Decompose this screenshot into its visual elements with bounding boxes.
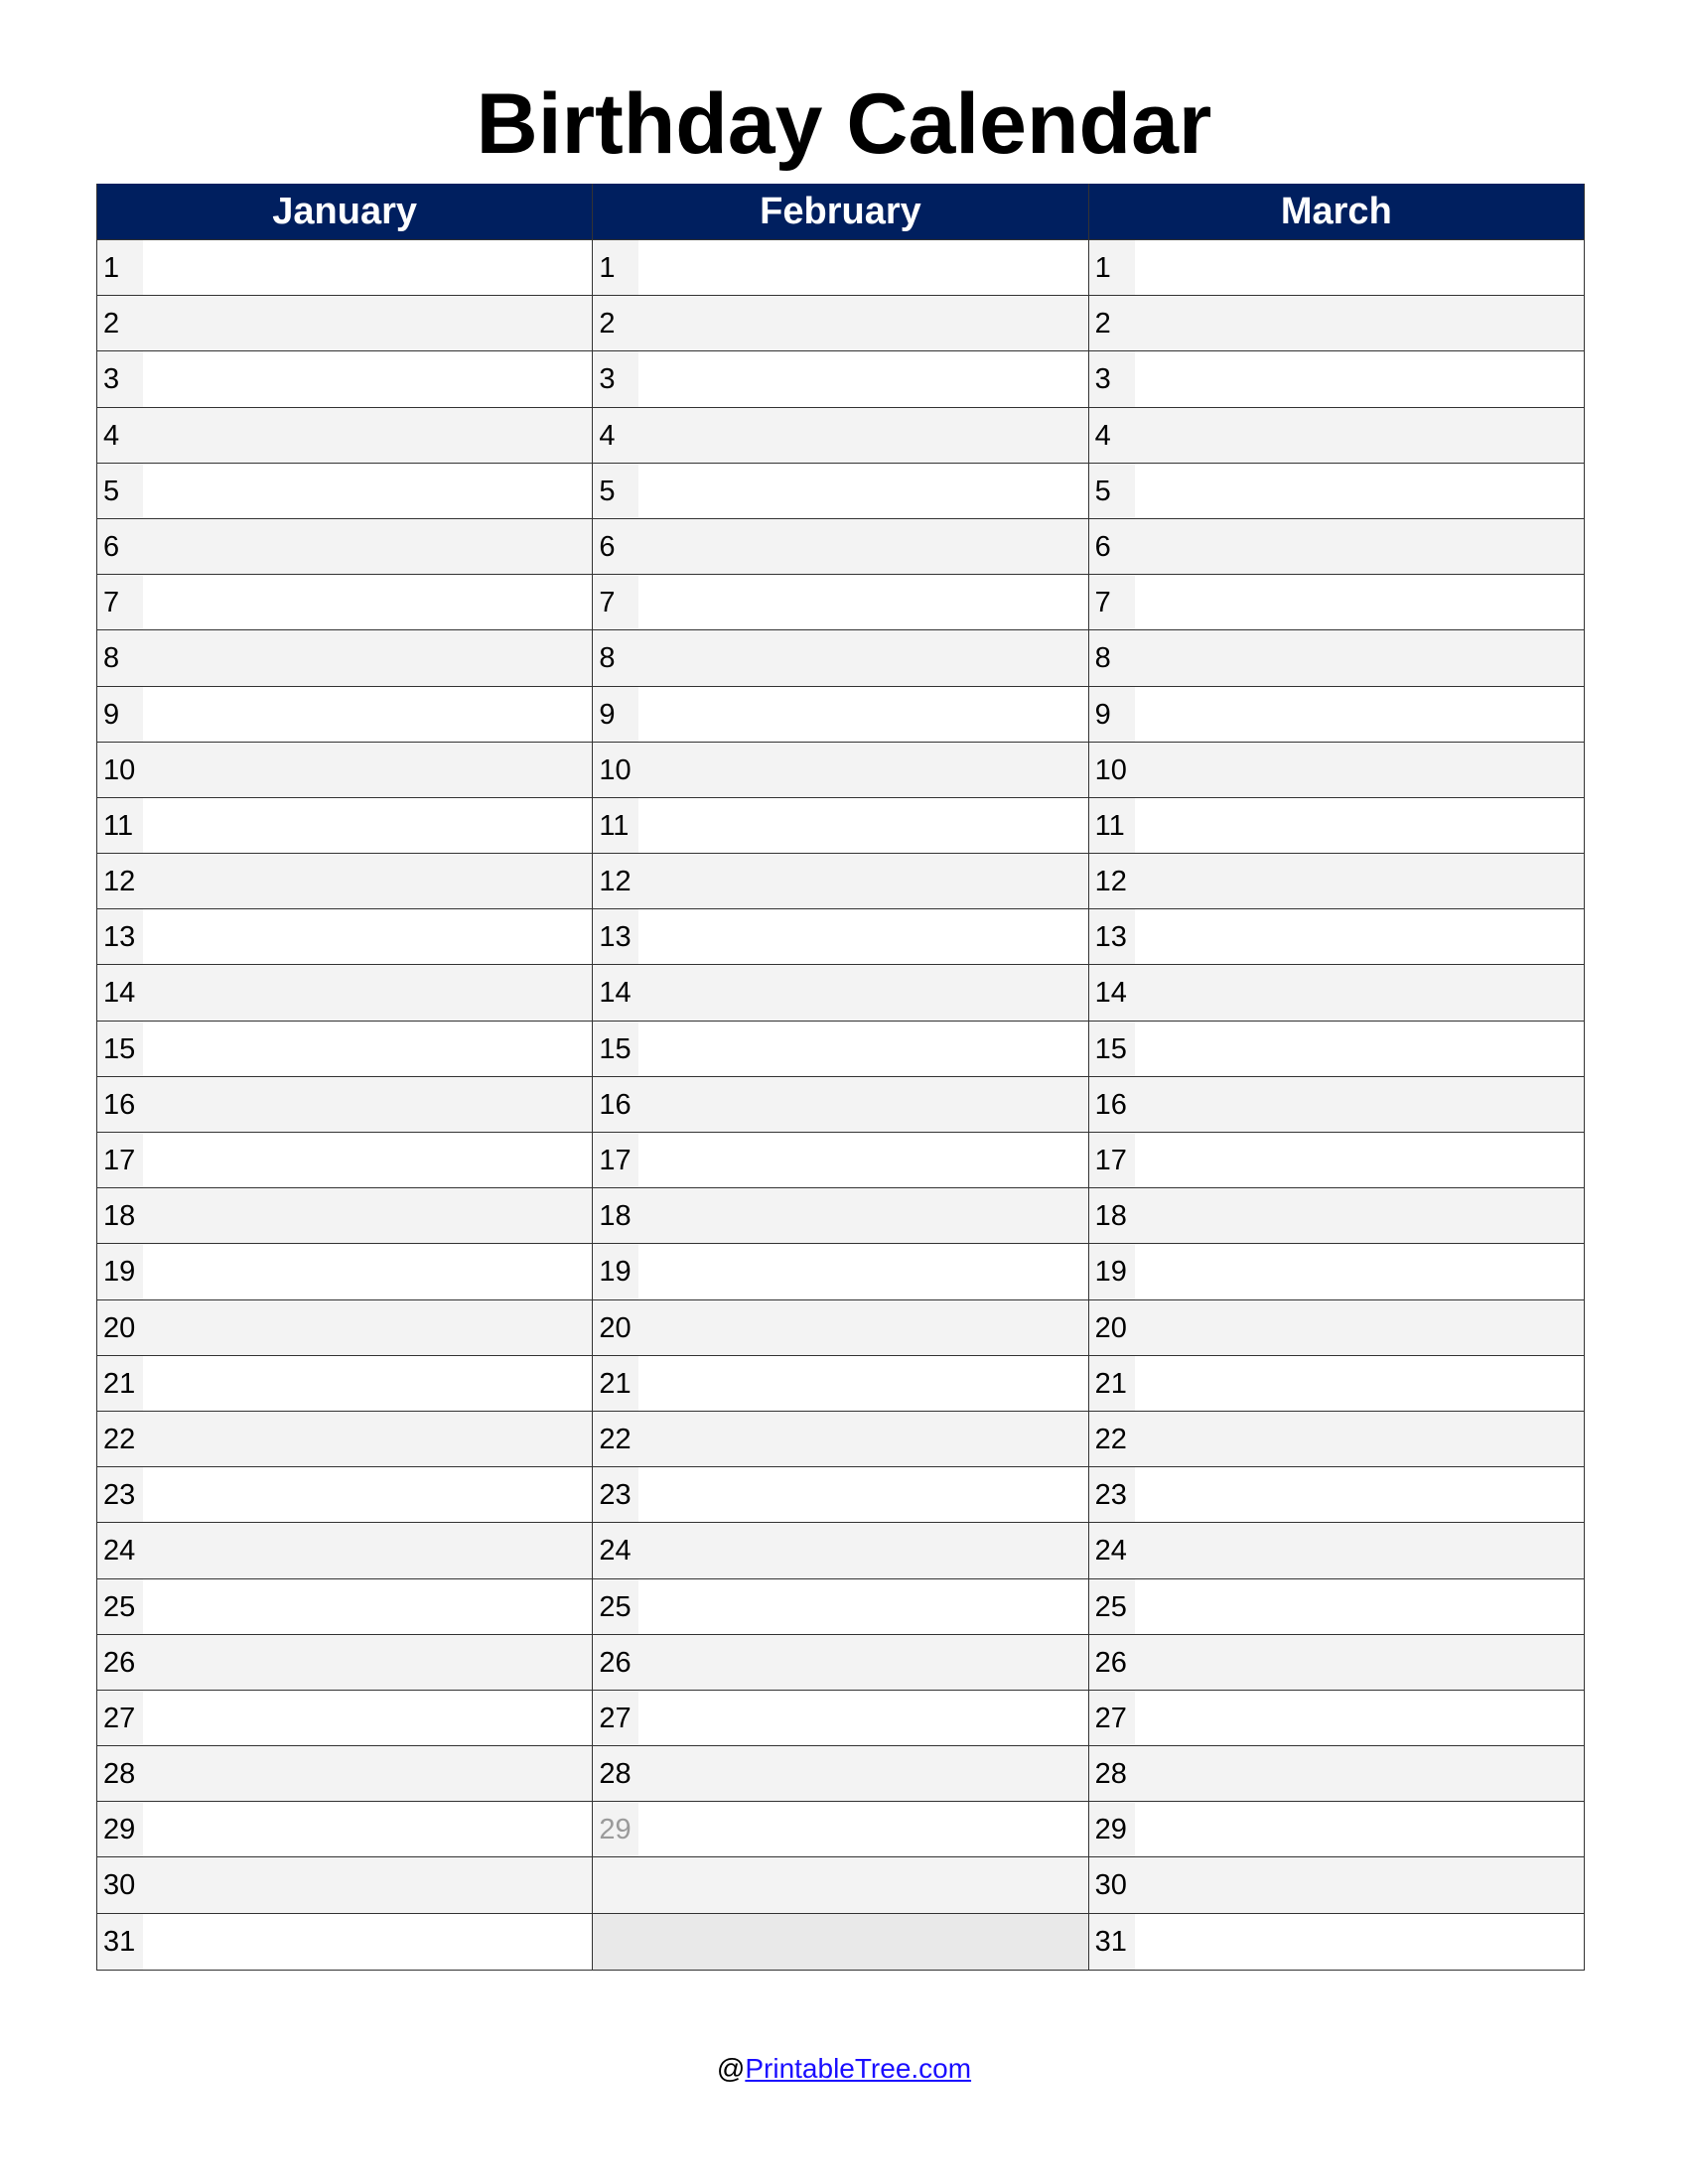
day-number: 27 — [97, 1691, 143, 1745]
birthday-entry-cell[interactable] — [1135, 1356, 1584, 1411]
birthday-entry-cell[interactable] — [1135, 1467, 1584, 1522]
birthday-entry-cell[interactable] — [143, 687, 592, 742]
birthday-entry-cell[interactable] — [1135, 1857, 1584, 1912]
day-number: 9 — [1089, 687, 1135, 742]
birthday-entry-cell[interactable] — [143, 1914, 592, 1970]
birthday-entry-cell[interactable] — [1135, 575, 1584, 629]
day-row — [1089, 1857, 1584, 1913]
day-row — [97, 296, 592, 351]
birthday-entry-cell[interactable] — [143, 519, 592, 574]
birthday-entry-cell[interactable] — [638, 1356, 1087, 1411]
birthday-entry-cell[interactable] — [143, 1635, 592, 1690]
day-number: 13 — [1089, 909, 1135, 964]
day-row — [1089, 1914, 1584, 1970]
day-number: 5 — [593, 464, 638, 518]
birthday-entry-cell[interactable] — [638, 1746, 1087, 1801]
day-row — [1089, 1746, 1584, 1802]
birthday-entry-cell[interactable] — [143, 743, 592, 797]
day-row — [1089, 909, 1584, 965]
day-number: 28 — [1089, 1746, 1135, 1801]
day-row — [97, 1802, 592, 1857]
day-row — [1089, 743, 1584, 798]
birthday-entry-cell[interactable] — [143, 1412, 592, 1466]
day-row — [1089, 798, 1584, 854]
day-number: 27 — [1089, 1691, 1135, 1745]
day-number: 13 — [97, 909, 143, 964]
day-number: 15 — [1089, 1022, 1135, 1076]
birthday-entry-cell[interactable] — [1135, 408, 1584, 463]
day-row — [97, 1133, 592, 1188]
birthday-entry-cell[interactable] — [143, 1691, 592, 1745]
day-row — [593, 464, 1087, 519]
birthday-entry-cell[interactable] — [143, 1022, 592, 1076]
birthday-entry-cell[interactable] — [143, 1188, 592, 1243]
birthday-entry-cell[interactable] — [1135, 798, 1584, 853]
birthday-entry-cell[interactable] — [1135, 1300, 1584, 1355]
birthday-entry-cell[interactable] — [143, 1857, 592, 1912]
day-number: 7 — [593, 575, 638, 629]
birthday-entry-cell[interactable] — [638, 464, 1087, 518]
day-number: 16 — [593, 1077, 638, 1132]
day-number: 30 — [97, 1857, 143, 1912]
day-row — [593, 351, 1087, 407]
day-row — [593, 1244, 1087, 1299]
day-number: 2 — [1089, 296, 1135, 350]
birthday-entry-cell[interactable] — [1135, 296, 1584, 350]
day-number: 23 — [593, 1467, 638, 1522]
day-row — [1089, 1579, 1584, 1635]
day-row — [1089, 519, 1584, 575]
birthday-entry-cell[interactable] — [143, 1746, 592, 1801]
day-row — [593, 1077, 1087, 1133]
day-number: 29 — [1089, 1802, 1135, 1856]
day-number: 7 — [97, 575, 143, 629]
day-number — [593, 1857, 638, 1912]
day-number: 14 — [593, 965, 638, 1020]
day-number: 4 — [97, 408, 143, 463]
day-row — [97, 743, 592, 798]
day-row — [97, 1244, 592, 1299]
day-row — [593, 1022, 1087, 1077]
birthday-entry-cell[interactable] — [638, 1412, 1087, 1466]
day-row — [1089, 1188, 1584, 1244]
birthday-entry-cell[interactable] — [638, 1802, 1087, 1856]
day-number: 26 — [97, 1635, 143, 1690]
day-row — [1089, 1802, 1584, 1857]
day-row — [1089, 965, 1584, 1021]
day-row — [593, 1133, 1087, 1188]
birthday-entry-cell[interactable] — [1135, 1802, 1584, 1856]
birthday-entry-cell[interactable] — [638, 408, 1087, 463]
day-number: 18 — [1089, 1188, 1135, 1243]
birthday-entry-cell[interactable] — [638, 687, 1087, 742]
day-row — [97, 464, 592, 519]
birthday-entry-cell[interactable] — [1135, 1244, 1584, 1298]
birthday-entry-cell[interactable] — [638, 1022, 1087, 1076]
day-row — [97, 1914, 592, 1970]
day-number: 7 — [1089, 575, 1135, 629]
birthday-entry-cell[interactable] — [1135, 687, 1584, 742]
birthday-entry-cell[interactable] — [638, 1523, 1087, 1577]
day-number: 18 — [593, 1188, 638, 1243]
day-row — [1089, 1635, 1584, 1691]
day-row — [97, 965, 592, 1021]
day-row — [1089, 1412, 1584, 1467]
day-number: 26 — [593, 1635, 638, 1690]
day-number: 12 — [1089, 854, 1135, 908]
birthday-entry-cell[interactable] — [638, 743, 1087, 797]
birthday-entry-cell[interactable] — [143, 1300, 592, 1355]
day-row — [97, 1022, 592, 1077]
day-row — [593, 240, 1087, 296]
day-row — [97, 575, 592, 630]
day-row — [97, 519, 592, 575]
month-column-february — [592, 184, 1087, 1970]
day-number: 17 — [97, 1133, 143, 1187]
day-number: 5 — [1089, 464, 1135, 518]
day-number: 9 — [97, 687, 143, 742]
day-row — [593, 1188, 1087, 1244]
birthday-entry-cell[interactable] — [143, 1579, 592, 1634]
birthday-entry-cell[interactable] — [1135, 1022, 1584, 1076]
birthday-entry-cell[interactable] — [143, 1523, 592, 1577]
day-number: 23 — [1089, 1467, 1135, 1522]
birthday-entry-cell[interactable] — [143, 965, 592, 1020]
day-number: 20 — [1089, 1300, 1135, 1355]
day-row — [593, 519, 1087, 575]
month-header: March — [1089, 184, 1584, 240]
day-number: 8 — [1089, 630, 1135, 685]
birthday-entry-cell[interactable] — [638, 1077, 1087, 1132]
day-row — [593, 1857, 1087, 1913]
day-number: 6 — [97, 519, 143, 574]
day-row — [593, 965, 1087, 1021]
birthday-entry-cell[interactable] — [143, 1077, 592, 1132]
birthday-entry-cell[interactable] — [1135, 351, 1584, 406]
day-number: 24 — [97, 1523, 143, 1577]
birthday-entry-cell[interactable] — [638, 1857, 1087, 1912]
day-number: 3 — [593, 351, 638, 406]
day-row — [97, 1356, 592, 1412]
day-number: 18 — [97, 1188, 143, 1243]
day-number: 1 — [1089, 240, 1135, 295]
day-row — [593, 854, 1087, 909]
day-row — [97, 630, 592, 686]
day-number: 13 — [593, 909, 638, 964]
birthday-entry-cell[interactable] — [1135, 965, 1584, 1020]
day-number: 28 — [593, 1746, 638, 1801]
day-number: 4 — [593, 408, 638, 463]
day-number: 3 — [97, 351, 143, 406]
birthday-entry-cell[interactable] — [638, 909, 1087, 964]
day-row — [1089, 1467, 1584, 1523]
day-row — [593, 1523, 1087, 1578]
day-number: 1 — [97, 240, 143, 295]
day-number: 10 — [1089, 743, 1135, 797]
footer — [0, 2051, 1688, 2087]
day-row — [1089, 1244, 1584, 1299]
birthday-entry-cell[interactable] — [638, 1579, 1087, 1634]
day-number: 24 — [1089, 1523, 1135, 1577]
day-row — [97, 1188, 592, 1244]
day-row — [1089, 687, 1584, 743]
birthday-entry-cell[interactable] — [143, 1133, 592, 1187]
day-row — [593, 1691, 1087, 1746]
day-number: 1 — [593, 240, 638, 295]
day-row — [593, 743, 1087, 798]
birthday-entry-cell[interactable] — [143, 464, 592, 518]
day-row — [1089, 1077, 1584, 1133]
month-column-march — [1088, 184, 1584, 1970]
birthday-entry-cell[interactable] — [143, 351, 592, 406]
day-number: 12 — [593, 854, 638, 908]
day-number: 28 — [97, 1746, 143, 1801]
birthday-entry-cell[interactable] — [638, 296, 1087, 350]
day-number: 9 — [593, 687, 638, 742]
day-number: 10 — [97, 743, 143, 797]
day-number: 16 — [1089, 1077, 1135, 1132]
day-row — [1089, 351, 1584, 407]
day-number: 19 — [97, 1244, 143, 1298]
day-number: 26 — [1089, 1635, 1135, 1690]
day-row — [97, 1579, 592, 1635]
day-number: 25 — [593, 1579, 638, 1634]
footer-prefix: @ — [716, 2053, 746, 2084]
day-number: 20 — [97, 1300, 143, 1355]
birthday-calendar-table — [96, 184, 1585, 1971]
day-number: 25 — [97, 1579, 143, 1634]
day-row — [593, 798, 1087, 854]
birthday-entry-cell[interactable] — [1135, 1914, 1584, 1970]
birthday-entry-cell[interactable] — [638, 351, 1087, 406]
day-row — [1089, 1022, 1584, 1077]
birthday-entry-cell[interactable] — [1135, 1691, 1584, 1745]
day-row — [1089, 296, 1584, 351]
day-row — [593, 1635, 1087, 1691]
birthday-entry-cell[interactable] — [143, 1356, 592, 1411]
day-row — [1089, 1133, 1584, 1188]
day-row — [593, 909, 1087, 965]
day-row — [97, 1523, 592, 1578]
day-row — [97, 351, 592, 407]
birthday-entry-cell[interactable] — [1135, 1077, 1584, 1132]
birthday-entry-cell[interactable] — [638, 1691, 1087, 1745]
birthday-entry-cell[interactable] — [143, 909, 592, 964]
day-number: 23 — [97, 1467, 143, 1522]
day-row — [593, 1300, 1087, 1356]
birthday-entry-cell[interactable] — [638, 1244, 1087, 1298]
day-row — [1089, 240, 1584, 296]
day-row — [593, 1746, 1087, 1802]
day-row — [97, 1412, 592, 1467]
birthday-entry-cell[interactable] — [638, 798, 1087, 853]
birthday-entry-cell[interactable] — [1135, 743, 1584, 797]
day-row — [97, 687, 592, 743]
day-number: 31 — [1089, 1914, 1135, 1970]
day-number: 14 — [97, 965, 143, 1020]
day-row — [593, 575, 1087, 630]
birthday-entry-cell[interactable] — [638, 965, 1087, 1020]
page-title: Birthday Calendar — [476, 76, 1212, 172]
birthday-entry-cell[interactable] — [143, 1244, 592, 1298]
birthday-entry-cell[interactable] — [1135, 1579, 1584, 1634]
day-number: 2 — [593, 296, 638, 350]
birthday-entry-cell[interactable] — [638, 1914, 1087, 1970]
day-row — [97, 1077, 592, 1133]
day-number: 19 — [1089, 1244, 1135, 1298]
month-header: January — [97, 184, 592, 240]
day-row — [593, 1579, 1087, 1635]
birthday-entry-cell[interactable] — [143, 296, 592, 350]
day-row — [1089, 854, 1584, 909]
day-number: 25 — [1089, 1579, 1135, 1634]
day-number: 3 — [1089, 351, 1135, 406]
day-number: 19 — [593, 1244, 638, 1298]
day-number: 20 — [593, 1300, 638, 1355]
day-number: 21 — [1089, 1356, 1135, 1411]
day-row — [1089, 1300, 1584, 1356]
day-number: 17 — [593, 1133, 638, 1187]
birthday-entry-cell[interactable] — [638, 1467, 1087, 1522]
birthday-entry-cell[interactable] — [1135, 630, 1584, 685]
birthday-entry-cell[interactable] — [143, 1467, 592, 1522]
day-row — [593, 1914, 1087, 1970]
day-row — [1089, 1523, 1584, 1578]
birthday-entry-cell[interactable] — [1135, 240, 1584, 295]
birthday-entry-cell[interactable] — [1135, 1133, 1584, 1187]
day-number: 17 — [1089, 1133, 1135, 1187]
day-row — [1089, 408, 1584, 464]
day-row — [593, 408, 1087, 464]
birthday-entry-cell[interactable] — [143, 240, 592, 295]
day-row — [1089, 630, 1584, 686]
day-row — [593, 296, 1087, 351]
day-row — [593, 630, 1087, 686]
day-number: 11 — [1089, 798, 1135, 853]
birthday-entry-cell[interactable] — [638, 1133, 1087, 1187]
day-row — [97, 1746, 592, 1802]
day-number: 31 — [97, 1914, 143, 1970]
day-row — [97, 909, 592, 965]
day-row — [97, 854, 592, 909]
day-number: 11 — [97, 798, 143, 853]
birthday-entry-cell[interactable] — [638, 519, 1087, 574]
day-row — [1089, 1356, 1584, 1412]
birthday-entry-cell[interactable] — [1135, 909, 1584, 964]
birthday-entry-cell[interactable] — [1135, 1412, 1584, 1466]
day-number: 8 — [97, 630, 143, 685]
birthday-entry-cell[interactable] — [1135, 1523, 1584, 1577]
day-number: 15 — [593, 1022, 638, 1076]
day-row — [593, 687, 1087, 743]
day-number: 24 — [593, 1523, 638, 1577]
day-number: 6 — [593, 519, 638, 574]
day-row — [97, 408, 592, 464]
day-number: 11 — [593, 798, 638, 853]
month-column-january — [97, 184, 592, 1970]
birthday-entry-cell[interactable] — [143, 798, 592, 853]
birthday-entry-cell[interactable] — [638, 575, 1087, 629]
birthday-entry-cell[interactable] — [1135, 854, 1584, 908]
day-row — [97, 1300, 592, 1356]
day-number: 22 — [97, 1412, 143, 1466]
day-row — [97, 798, 592, 854]
day-number: 21 — [97, 1356, 143, 1411]
birthday-entry-cell[interactable] — [638, 854, 1087, 908]
birthday-entry-cell[interactable] — [1135, 464, 1584, 518]
footer-link[interactable]: PrintableTree.com — [745, 2053, 972, 2084]
day-number: 14 — [1089, 965, 1135, 1020]
day-number: 5 — [97, 464, 143, 518]
birthday-entry-cell[interactable] — [1135, 519, 1584, 574]
day-row — [1089, 1691, 1584, 1746]
birthday-entry-cell[interactable] — [638, 1188, 1087, 1243]
day-number: 29 — [593, 1802, 638, 1856]
day-row — [97, 1635, 592, 1691]
day-number: 21 — [593, 1356, 638, 1411]
day-row — [97, 1857, 592, 1913]
day-number: 29 — [97, 1802, 143, 1856]
day-number: 4 — [1089, 408, 1135, 463]
month-header: February — [593, 184, 1087, 240]
day-row — [593, 1412, 1087, 1467]
birthday-entry-cell[interactable] — [143, 854, 592, 908]
day-number: 15 — [97, 1022, 143, 1076]
birthday-entry-cell[interactable] — [1135, 1746, 1584, 1801]
day-number: 10 — [593, 743, 638, 797]
day-row — [1089, 464, 1584, 519]
birthday-entry-cell[interactable] — [638, 1300, 1087, 1355]
day-row — [97, 240, 592, 296]
day-number: 22 — [593, 1412, 638, 1466]
day-row — [593, 1356, 1087, 1412]
day-row — [1089, 575, 1584, 630]
day-number: 30 — [1089, 1857, 1135, 1912]
birthday-entry-cell[interactable] — [638, 1635, 1087, 1690]
day-row — [593, 1467, 1087, 1523]
day-number: 22 — [1089, 1412, 1135, 1466]
day-row — [97, 1691, 592, 1746]
birthday-entry-cell[interactable] — [1135, 1188, 1584, 1243]
birthday-entry-cell[interactable] — [638, 240, 1087, 295]
day-number: 6 — [1089, 519, 1135, 574]
day-number: 8 — [593, 630, 638, 685]
birthday-entry-cell[interactable] — [143, 630, 592, 685]
day-number: 27 — [593, 1691, 638, 1745]
birthday-entry-cell[interactable] — [1135, 1635, 1584, 1690]
birthday-entry-cell[interactable] — [143, 408, 592, 463]
day-number: 12 — [97, 854, 143, 908]
birthday-entry-cell[interactable] — [143, 1802, 592, 1856]
day-number: 16 — [97, 1077, 143, 1132]
birthday-entry-cell[interactable] — [143, 575, 592, 629]
day-number — [593, 1914, 638, 1970]
birthday-entry-cell[interactable] — [638, 630, 1087, 685]
day-row — [97, 1467, 592, 1523]
day-row — [593, 1802, 1087, 1857]
day-number: 2 — [97, 296, 143, 350]
